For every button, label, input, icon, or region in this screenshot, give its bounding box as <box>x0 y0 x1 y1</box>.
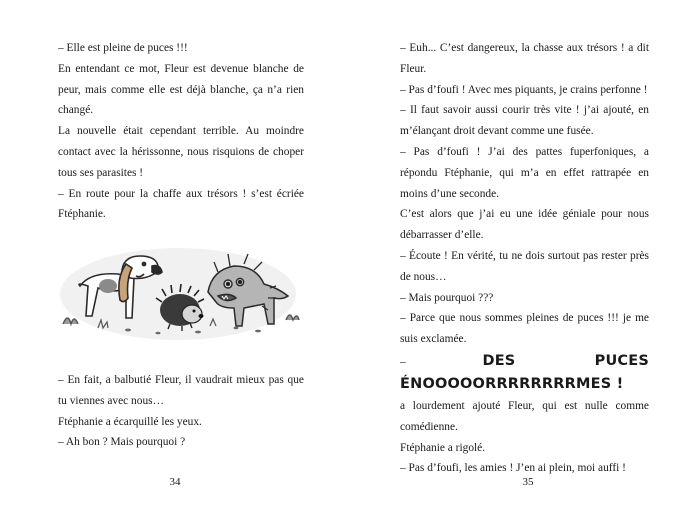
paragraph: La nouvelle était cependant terrible. Au moindre contact avec la hérissonne, nous risquions de choper tous ses parasites ! <box>58 125 304 179</box>
paragraph: – Euh... C’est dangereux, la chasse aux trésors ! a dit Fleur. <box>400 42 649 75</box>
right-page <box>350 0 700 525</box>
paragraph: Ftéphanie a rigolé. <box>400 441 486 454</box>
paragraph: Ftéphanie a écarquillé les yeux. <box>58 415 202 428</box>
page-number-left: 34 <box>169 476 181 488</box>
shout-dash: – <box>400 355 483 368</box>
paragraph: – Ah bon ? Mais pourquoi ? <box>58 436 186 449</box>
paragraph: – Mais pourquoi ??? <box>400 291 494 304</box>
paragraph: – Elle est pleine de puces !!! <box>58 42 188 54</box>
paragraph: C’est alors que j’ai eu une idée géniale pour nous débarrasser d’elle. <box>400 208 649 242</box>
shout-line <box>400 350 649 396</box>
shout-text: DES PUCES ÉNOOOOORRRRRRRRMES ! <box>400 352 650 392</box>
paragraph: En entendant ce mot, Fleur est devenue blanche de peur, mais comme elle est déjà blanche, ça n’a rien changé. <box>58 62 304 117</box>
paragraph: – Il faut savoir aussi courir très vite ! j’ai ajouté, en m’élançant droit devant comme une fusée. <box>400 104 649 138</box>
paragraph: – Pas d’foufi, les amies ! J’en ai plein, moi auffi ! <box>400 462 626 475</box>
right-text <box>400 38 649 479</box>
paragraph: – En fait, a balbutié Fleur, il vaudrait mieux pas que tu viennes avec nous… <box>58 374 304 407</box>
paragraph: – Parce que nous sommes pleines de puces !!! je me suis exclamée. <box>400 312 649 346</box>
left-text-bottom <box>58 370 304 453</box>
hedgehog-dog-illustration <box>58 232 308 342</box>
paragraph: – Pas d’foufi ! Avec mes piquants, je crains perfonne ! <box>400 83 648 96</box>
left-text-top <box>58 38 304 225</box>
paragraph: a lourdement ajouté Fleur, qui est nulle comme comédienne. <box>400 399 649 433</box>
paragraph: – Écoute ! En vérité, tu ne dois surtout pas rester près de nous… <box>400 249 649 283</box>
paragraph: – Pas d’foufi ! J’ai des pattes fuperfoniques, a répondu Ftéphanie, qui m’a en effet rattrapée en moins d’une seconde. <box>400 145 649 200</box>
page-number-right: 35 <box>522 476 534 488</box>
paragraph: – En route pour la chaffe aux trésors ! s’est écriée Ftéphanie. <box>58 187 304 221</box>
